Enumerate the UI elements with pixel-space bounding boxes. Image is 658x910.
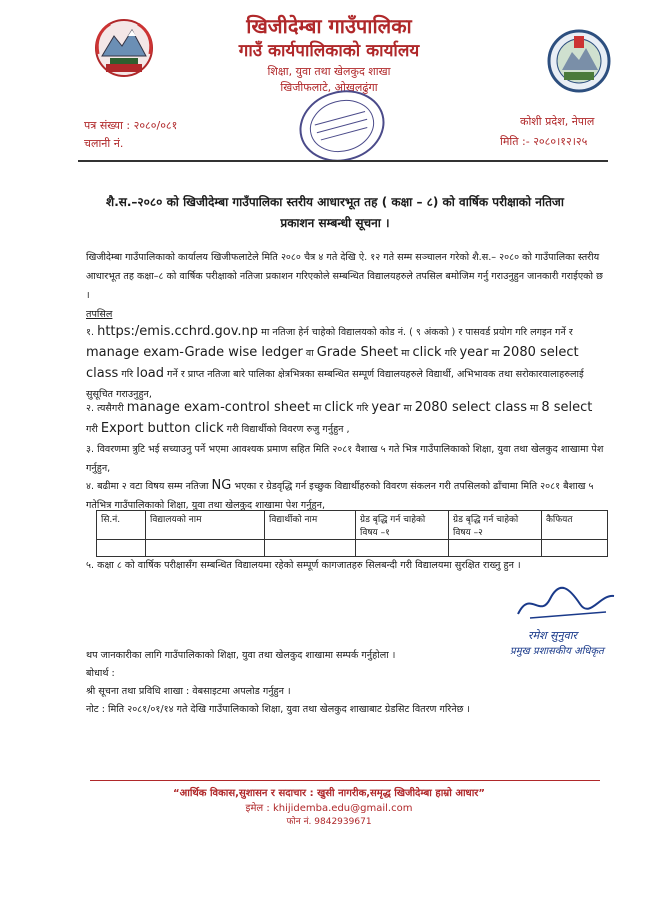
- item-1: १. https:/emis.cchrd.gov.np मा नतिजा हेर्न चाहेको विद्यालयको कोड नं. ( ९ अंकको ) र पासवर्ड प्रयोग गरि लगइन गर्ने र manage exam-Grade wise ledger वा Grade Sheet मा click गरि year मा 2080 select class गरि load गर्ने र प्राप्त नतिजा बारे पालिका क्षेत्रभित्रका सम्बन्धित सम्पूर्ण विद्यालयहरुले विद्यार्थी, अभिभावक तथा सरोकारवालाहरुलाई सुसूचित गराउनुहुन,: [86, 324, 584, 400]
- header-section-name: शिक्षा, युवा तथा खेलकुद शाखा: [267, 65, 391, 78]
- header-divider: [78, 160, 608, 162]
- table-header-cell: ग्रेड बृद्धि गर्न चाहेको विषय –२: [449, 511, 542, 540]
- table-cell: [356, 540, 449, 557]
- item-5: ५. कक्षा ८ को वार्षिक परीक्षासँग सम्बन्धित विद्यालयमा रहेको सम्पूर्ण कागजातहरु सिलबन्दी गरी विद्यालयमा सुरक्षित राख्नु हुन ।: [86, 560, 521, 571]
- table-header-row: [97, 511, 608, 540]
- letter-date: मिति :- २०८०।१२।२५: [500, 135, 588, 148]
- footer-slogan: “आर्थिक विकास,सुशासन र सदाचार : खुसी नागरीक,समृद्ध खिजीदेम्बा हाम्रो आधार”: [173, 788, 485, 799]
- table-header-cell: सि.नं.: [97, 511, 146, 540]
- table-header-cell: ग्रेड बृद्धि गर्न चाहेको विषय –१: [356, 511, 449, 540]
- table-header-cell: कैफियत: [542, 511, 608, 540]
- item-2: २. त्यसैगरी manage exam-control sheet मा click गरि year मा 2080 select class मा 8 select गरी Export button click गरी विद्यार्थीको विवरण रुजु गर्नुहुन ,: [86, 400, 593, 436]
- item-3: ३. विवरणमा त्रुटि भई सच्याउनु पर्ने भएमा आवश्यक प्रमाण सहित मिति २०८१ वैशाख ५ गते भित्र गाउँपालिकाको शिक्षा, युवा तथा खेलकुद शाखामा पेश गर्नुहुन,: [86, 444, 604, 474]
- footer-divider: [90, 780, 600, 781]
- header-address: खिजीफलाटे, ओखलढुंगा: [280, 81, 378, 94]
- letter-number: पत्र संख्या : २०८०/०८१: [84, 119, 178, 132]
- header-office-name: खिजीदेम्बा गाउँपालिका: [246, 14, 412, 38]
- signatory-title: प्रमुख प्रशासकीय अधिकृत: [510, 646, 604, 657]
- dispatch-number: चलानी नं.: [84, 137, 124, 150]
- table-cell: [97, 540, 146, 557]
- item-4: ४. बढीमा २ वटा विषय सम्म नतिजा NG भएका र ग्रेडवृद्धि गर्न इच्छुक विद्यार्थीहरुको विवरण संकलन गरी तपसिलको ढाँचामा मिति २०८१ बैशाख ५ गतेभित्र गाउँपालिकाको शिक्षा, युवा तथा खेलकुद शाखामा पेश गर्नुहुन,: [86, 478, 594, 511]
- footer-email: इमेल : khijidemba.edu@gmail.com: [245, 803, 413, 814]
- table-row: [97, 540, 608, 557]
- province-label: कोशी प्रदेश, नेपाल: [520, 115, 595, 128]
- table-cell: [542, 540, 608, 557]
- bodharth-item: श्री सूचना तथा प्रविधि शाखा : वेबसाइटमा अपलोड गर्नुहुन ।: [86, 686, 291, 697]
- footer-phone: फोन नं. 9842939671: [286, 817, 372, 827]
- table-header-cell: विद्यार्थीको नाम: [265, 511, 356, 540]
- signatory-name: रमेश सुनुवार: [528, 629, 578, 642]
- table-cell: [146, 540, 265, 557]
- tapasil-heading: तपसिल: [86, 309, 113, 320]
- table-header-cell: विद्यालयको नाम: [146, 511, 265, 540]
- note-line: नोट : मिति २०८१/०१/१४ गते देखि गाउँपालिकाको शिक्षा, युवा तथा खेलकुद शाखाबाट ग्रेडसिट वितरण गरिनेछ ।: [86, 704, 471, 715]
- office-stamp: [296, 86, 388, 166]
- contact-line: थप जानकारीका लागि गाउँपालिकाको शिक्षा, युवा तथा खेलकुद शाखामा सम्पर्क गर्नुहोला ।: [86, 650, 396, 661]
- notice-subject: शै.स.–२०८० को खिजीदेम्बा गाउँपालिका स्तरीय आधारभूत तह ( कक्षा – ८) को वार्षिक परीक्षाको नतिजा प्रकाशन सम्बन्धी सूचना ।: [106, 195, 564, 230]
- table-cell: [265, 540, 356, 557]
- header-office-subtitle: गाउँ कार्यपालिकाको कार्यालय: [238, 41, 420, 61]
- grade-improvement-table: [96, 510, 608, 557]
- table-cell: [449, 540, 542, 557]
- bodharth-label: बोधार्थ :: [86, 668, 115, 679]
- intro-paragraph: खिजीदेम्बा गाउँपालिकाको कार्यालय खिजीफलाटेले मिति २०८० चैत्र ४ गते देखि ऐ. १२ गते सम्म सञ्चालन गरेको शै.स.– २०८० को गाउँपालिका स्तरीय आधारभूत तह कक्षा–८ को वार्षिक परीक्षाको नतिजा प्रकाशन गरिएकोले सम्बन्धित विद्यालयहरुले तपसिल बमोजिम गर्नु गराउनुहुन जानकारी गराईएको छ ।: [86, 252, 603, 301]
